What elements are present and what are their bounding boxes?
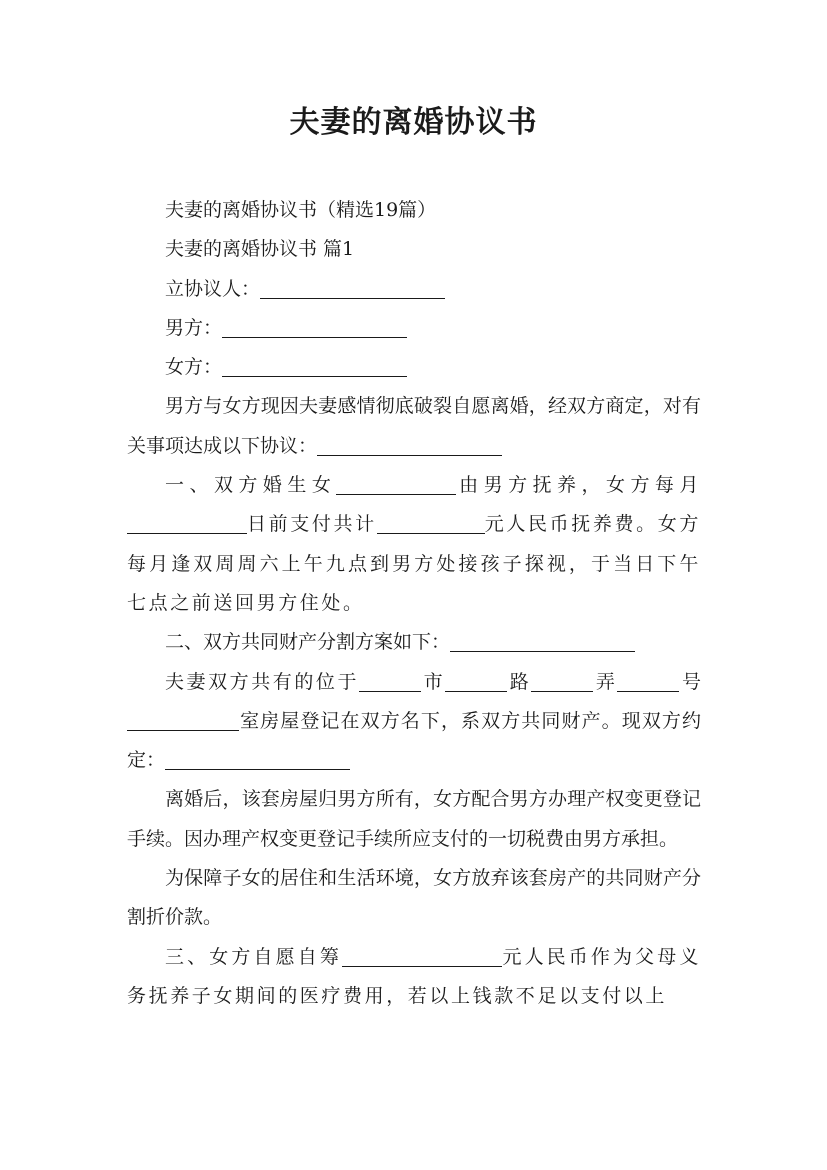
blank-line [336, 472, 456, 495]
document-title: 夫妻的离婚协议书 [289, 105, 538, 140]
section-heading: 夫妻的离婚协议书 篇1 [165, 238, 355, 261]
clause-1-text-a: 一、双方婚生女 [165, 474, 337, 497]
clause-3-text-b: 元人民币作为父母义务抚养子女期间的医疗费用，若以上钱款不足以支付以上 [127, 945, 701, 1007]
clause-1-text-d: 元人民币抚养费。女方每月逢双周周六上午九点到男方处接孩子探视，于当日下午七点之前送回男方住处。 [127, 513, 701, 614]
blank-line [445, 669, 507, 692]
after-divorce-paragraph: 离婚后，该套房屋归男方所有，女方配合男方办理产权变更登记手续。因办理产权变更登记手续所应支付的一切税费由男方承担。 [127, 788, 701, 850]
blank-line [531, 669, 593, 692]
clause-1-text-c: 日前支付共计 [247, 513, 377, 536]
blank-line [260, 276, 445, 299]
clause-1-text-b: 由男方抚养，女方每月 [456, 474, 701, 497]
female-line [127, 348, 701, 387]
blank-line [317, 433, 502, 456]
property-text-c: 路 [507, 670, 532, 693]
blank-line [359, 669, 421, 692]
clause-3-text-a: 三、女方自愿自筹 [165, 945, 342, 968]
female-label: 女方： [165, 356, 223, 379]
document-body [127, 191, 701, 1016]
intro-paragraph [127, 387, 701, 466]
male-line [127, 309, 701, 348]
subtitle: 夫妻的离婚协议书（精选19篇） [165, 199, 437, 221]
clause-2-heading-text: 二、双方共同财产分割方案如下： [165, 631, 451, 654]
blank-line [617, 669, 679, 692]
blank-line [377, 511, 485, 534]
blank-line [342, 944, 502, 967]
clause-3 [127, 938, 701, 1017]
clause-1 [127, 466, 701, 623]
intro-text: 男方与女方现因夫妻感情彻底破裂自愿离婚，经双方商定，对有关事项达成以下协议： [127, 395, 701, 457]
property-text-e: 号 [679, 670, 701, 693]
children-environment-paragraph: 为保障子女的居住和生活环境，女方放弃该套房产的共同财产分割折价款。 [127, 867, 701, 929]
property-text-a: 夫妻双方共有的位于 [165, 670, 360, 693]
clause-2-heading [127, 623, 701, 662]
blank-line [165, 747, 350, 770]
blank-line [450, 629, 635, 652]
party-label: 立协议人： [165, 277, 261, 300]
male-label: 男方： [165, 316, 223, 339]
party-line [127, 270, 701, 309]
blank-line [127, 511, 247, 534]
blank-line [127, 708, 239, 731]
property-text-f: 室房屋登记在双方名下，系双方共同财产。现双方约定： [127, 709, 701, 772]
blank-line [222, 354, 407, 377]
property-text-d: 弄 [593, 670, 618, 693]
blank-line [222, 315, 407, 338]
property-text-b: 市 [421, 670, 446, 693]
property-paragraph [127, 663, 701, 781]
